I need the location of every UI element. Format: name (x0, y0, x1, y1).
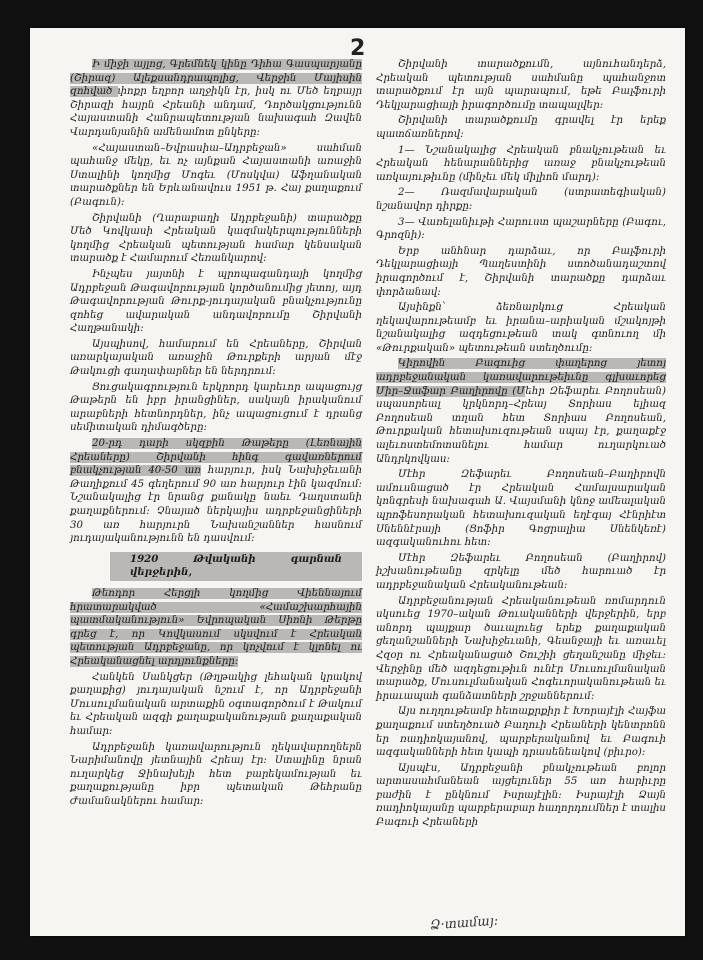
paragraph: Շիրվանի տարածքումն, այնուհանդերձ, Հրեական պետության սահմանը պահանջոտ տարածքում էր այն պարապում, եթե Բալֆուրի Դեկլարացիայի իրագործումը տապալվեր։ (376, 59, 666, 111)
highlighted-text: Թեոդոր Հերցլի կողմից Վիեննայում հրատարակված «Համաշխարհային պատմականություն» Եվրոպական Սիոնի Թերթը գրեց է, որ Կովկասում սկսվում է Հրեական պետության Ադրբեջանը, որ կոչվում է կլոնել ու Հրեականացնել արդյունքները։ (70, 587, 362, 667)
paragraph: Երբ անհնար դարձաւ, որ Բալֆուրի Դեկլարացիայի Պաղեստինի ստոծանադաշտով իրագործում է, Շիրվանի տարածքը դարձաւ փորձանավ։ (376, 245, 666, 298)
paragraph: Մէհր Զեֆարեւ Բողոսեան (Բաղիրով) իշխանութեանը զրկելը մեծ հարուած էր ադրբեջանական Հրեականութեան։ (376, 552, 666, 591)
paragraph: Շիրվանի (Ղարաբաղի Ադրբեջանի) տարածքը Մեծ Կովկասի Հրեական կազմակերպությունների կողմից Հրեական պետության համար կենսական տարածք է Համարում Հեռանկարով։ (70, 212, 362, 265)
section-heading: 1920 Թվականի գարնան վերջերին, (110, 552, 362, 581)
paragraph: Ադրբեջանի կառավարություն ղեկավարողներն Նարիմանովը յետնային Հրեայ էր։ Ստալինը նրան ուղարկեց Ջինախեյի հետ բարեկամության եւ քաղաքությանը իբր պետական Թեհրանը Ժամանակներու համար։ (70, 741, 362, 807)
paragraph: 3— Վառելանիւթի Հարուստ պաշարները (Բագու, Գրոզնի)։ (376, 216, 666, 242)
paragraph: Ադրբեջանության Հրեականութեան ռոմարդուն սկսուեց 1970–ական Թուականների վերջերին, երբ անորդ պայքար ծաւալուեց երեք քաղաքական ցեղանշանների Նախիջեւանի, Գեանջայի եւ առաւել Հզօր ու Հրեականացած Շուշիի ցեղանշանը միջեւ։ Վերջինը մեծ ազդեցութիւն ունէր Մուսուլմանական տարածք, Մուսուլմանական Հոգեւորականութեան եւ իրաւապահ գանձատների շրջաններում։ (376, 595, 666, 702)
paragraph: Այսպէս, Ադրբեջանի բնակչութեան բոլոր արտասահմանեան այցելուներ 55 առ հարիւրը բաժին է ընկնում Իսրայէլին։ Իսրայէլի Ձայն ռադիոկայանը պարբերաբար հաղորդումներ է տալիս Բագուի Հրեաների (376, 762, 666, 829)
handwritten-signature: Ձ·տամայ։ (429, 913, 499, 934)
paragraph: 2— Ռազմավարական (ստրատեգիական) նշանավոր դիրքը։ (376, 187, 666, 212)
paragraph (70, 587, 362, 669)
paragraph: Ի միջի այլոց, Գրեմնեկ կինը Դիհա Գասպարյանը (Շիրազ) Ալեքսանդրապոլից, Վերջին Մայիսին զոհված փոքր եղբոր աղջիկն էր, իսկ ու Մեծ եղբայր Շիրազի հայրն Հրեանի անդամ, Դործակցությունն Հայաստանի Հանրապետության նախագահ Զավեն Վարդանյանին ամենամոտ ընկերը։ (70, 59, 363, 138)
paragraph: 1— Նշանակալից Հրեական բնակչութեան եւ Հրեական հենարաններից առաջ բնակչութեան առկայութիւնը (մինչեւ մեկ միլիոն մարդ)։ (376, 144, 666, 183)
highlighted-text: 20-րդ դարի սկզբին Թաթերը (Լեռնային Հրեաները) Շիրվանի հինգ գավառներում բնակչության 40-50 առ (70, 438, 362, 477)
paragraph: Այսինքն՝ ձեռնարկուց Հրեական ղեկավարութեամբ եւ իրանա–արիական մշակոյթի նշանակալից ազդեցութեան տակ գտնուող մի «Թուրքական» պետութեան ստեղծումը։ (376, 302, 666, 354)
right-column (376, 58, 666, 832)
document-page (30, 28, 685, 936)
paragraph: Այս ուղղութեամբ հետաքրքիր է Խորայէլի Հայֆա քաղաքում ստեղծուած Բաղուի Հրեաների կենտրոնն եր ռադիոկայանով, պարբերականով եւ Բագուի ազգականների հետ կապի դրասենեակով (բիւրօ)։ (376, 706, 666, 759)
paragraph: Այսպիսով, համարում են Հրեաները, Շիրվան առարկայական առաջին Թուրքերի արյան մէջ Թակուցի գաղափարներ են ներդրում։ (70, 338, 362, 378)
page-number: 2 (350, 36, 366, 61)
paragraph: Շիրվանի տարածքումը գրավել էր երեք պատճառներով։ (376, 115, 666, 140)
paragraph: Ինչպես յայտնի է պրոպագանդայի կողմից Ադրբեջան Թագավորության կործանումից յետոյ, այդ Թագավորության Թուրք-յուդայական բնակչությունը զոհեց ավարական անդավորումը Շիրվանի Հաղթանակի։ (70, 268, 362, 335)
highlighted-text: Կիրովին Բագուից փաղերոց յետոյ ադրբեջանական կառավարութեիւնը գլխաւորեց Միր–Ջաֆար Բաղիրովը (Մ (376, 358, 666, 397)
paragraph: Հանկեն Սանկցեր (Թղթակից լեհական կրակով քաղաքից) յուդայական նշում է, որ Ադրբեջանի Մուսուլմանական արտաքին օգտագործում է Թակում եւ Հրեական ազգի քաղաքականության քաղաքական համար։ (70, 671, 362, 737)
paragraph: Մէհր Զեֆարեւ Բողոսեան–Բաղիրովն ամուսնացած էր Հրեական Համալսարական կոնգրեսի նախագահ Ա. Վայսմանի կնոջ ամեալական պրոֆեսորական հետախուզական եղէգայ Հէնրիէտ Սնեննէրայի (Ցոֆիր Գոցրալիա Սնենկեռէ) ազգականուհու հետ։ (376, 469, 666, 549)
highlighted-text: Ի միջի այլոց, Գրեմնեկ կինը Դիհա Գասպարյանը (Շիրազ) Ալեքսանդրապոլից, Վերջին Մայիսին զոհված (70, 59, 362, 98)
paragraph: Ցուցակագրություն երկրորդ կարեւոր ապացույց Թաթերն են իբր իրանցիներ, սակայն իրականում արաբների հետնորդներ, ինչ ապացուցում է դրանց սեմիտական դիմագծերը։ (70, 381, 362, 434)
paragraph: Կիրովին Բագուից փաղերոց յետոյ ադրբեջանական կառավարութեիւնը գլխաւորեց Միր–Ջաֆար Բաղիրովը (Մեհր Զեֆարեւ Բողոսեան) սպասորեալ կրկնորդ–Հրեայ Տորիաս ելիազ Բողոսեան տղան հետ Տորիաս Բողոսեան, Թուրքական հետախուզութեան սպայ էր, քաղաքէջ ալեւոստեմոտանելու համար ուղարկուած Անդրկովկաս։ (376, 358, 666, 465)
paragraph: «Հայաստան–Եվրասիա–Ադրբեջան» սահման պահանջ մեկը, եւ ոչ այնքան Հայաստանի առաջին Ստալինի կողմից Մոգեւ (Մոսկվա) Աֆղանական տարածքներ են Երևանավուս 1951 թ. Հայ քաղաքում (Բագուն)։ (70, 142, 362, 208)
left-column (70, 58, 362, 810)
paragraph: 20-րդ դարի սկզբին Թաթերը (Լեռնային Հրեաները) Շիրվանի հինգ գավառներում բնակչության 40-50 առ հարյուր, իսկ Նախիջեւանի Թաղիքում 45 գեղերում 90 առ հարյուր էին կազմում։ Նշանակալից էր նրանց քանակը նաեւ Դաղստանի քաղաքներում։ Չնայած ներկայիս ադրբեջանցիների 30 առ հարյուրն Նախանշաններ հասնում յուդայականությունն են դասվում։ (70, 438, 363, 545)
